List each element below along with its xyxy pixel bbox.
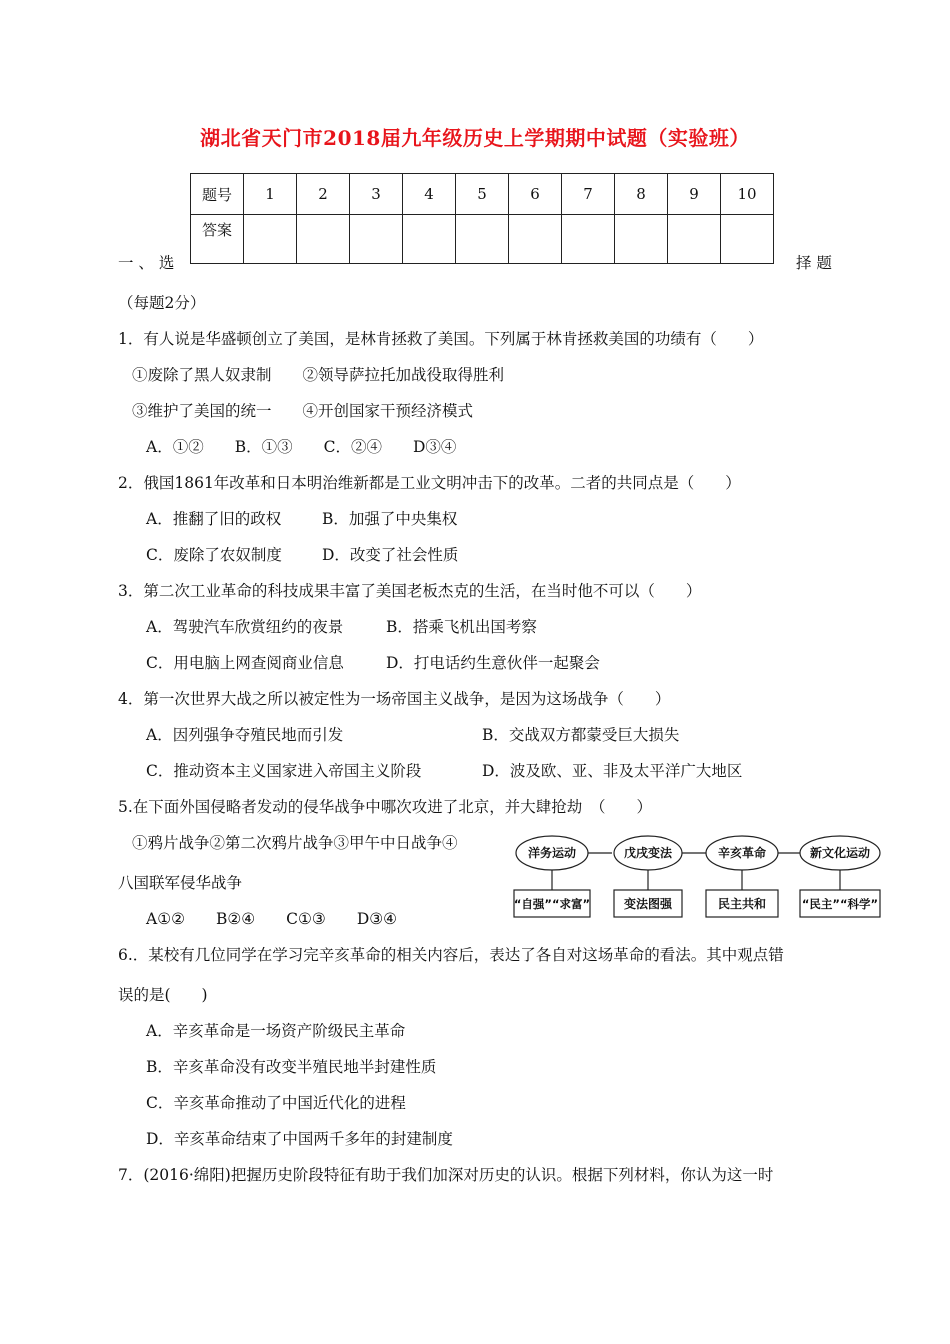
question-5-items: ①鸦片战争②第二次鸦片战争③甲午中日战争④: [132, 834, 458, 852]
question-number-cell: 1: [244, 174, 297, 215]
answer-table-header-label: 题号: [191, 174, 244, 215]
question-2-option-a: A．推翻了旧的政权: [146, 510, 282, 528]
answer-table-answer-label: 答案: [191, 215, 244, 264]
question-6-stem: 6.．某校有几位同学在学习完辛亥革命的相关内容后，表达了各自对这场革命的看法。其中观点错: [118, 946, 784, 964]
question-6-option-c: C．辛亥革命推动了中国近代化的进程: [146, 1094, 406, 1112]
question-6-option-d: D．辛亥革命结束了中国两千多年的封建制度: [146, 1130, 453, 1148]
question-5-options: A①② B②④ C①③ D③④: [146, 910, 398, 928]
flow-slogan-label: 变法图强: [623, 897, 673, 911]
answer-cell[interactable]: [562, 215, 615, 264]
question-1-items: ①废除了黑人奴隶制 ②领导萨拉托加战役取得胜利: [132, 366, 505, 384]
question-number-cell: 9: [668, 174, 721, 215]
answer-cell[interactable]: [668, 215, 721, 264]
question-3-option-b: B．搭乘飞机出国考察: [386, 618, 537, 636]
reform-flow-diagram: [512, 832, 882, 924]
flow-node-label: 洋务运动: [527, 846, 577, 860]
question-4-option-b: B．交战双方都蒙受巨大损失: [482, 726, 680, 744]
question-number-cell: 2: [297, 174, 350, 215]
answer-cell[interactable]: [244, 215, 297, 264]
question-number-cell: 3: [350, 174, 403, 215]
answer-cell[interactable]: [721, 215, 774, 264]
question-number-cell: 5: [456, 174, 509, 215]
flow-slogan-label: “自强”“求富”: [513, 897, 591, 911]
question-1-items: ③维护了美国的统一 ④开创国家干预经济模式: [132, 402, 474, 420]
question-6-option-b: B．辛亥革命没有改变半殖民地半封建性质: [146, 1058, 437, 1076]
answer-table: [190, 173, 774, 264]
flow-node-label: 新文化运动: [809, 846, 871, 860]
question-3-option-c: C．用电脑上网查阅商业信息: [146, 654, 344, 672]
question-2-option-d: D．改变了社会性质: [322, 546, 459, 564]
question-2-option-b: B．加强了中央集权: [322, 510, 458, 528]
section-heading-left: 一 、 选: [118, 254, 175, 272]
question-3-option-d: D．打电话约生意伙伴一起聚会: [386, 654, 600, 672]
question-7-stem: 7．(2016·绵阳)把握历史阶段特征有助于我们加深对历史的认识。根据下列材料，你认为这一时: [118, 1166, 774, 1184]
question-number-cell: 4: [403, 174, 456, 215]
question-6-stem: 误的是( ): [118, 986, 208, 1004]
question-5-items: 八国联军侵华战争: [118, 874, 243, 892]
question-6-option-a: A．辛亥革命是一场资产阶级民主革命: [146, 1022, 406, 1040]
question-5-stem: 5.在下面外国侵略者发动的侵华战争中哪次攻进了北京，并大肆抢劫 （ ）: [118, 798, 653, 816]
answer-cell[interactable]: [509, 215, 562, 264]
flow-node-label: 辛亥革命: [717, 846, 767, 860]
answer-cell[interactable]: [456, 215, 509, 264]
question-number-cell: 8: [615, 174, 668, 215]
flow-slogan-label: 民主共和: [717, 897, 767, 911]
question-2-option-c: C．废除了农奴制度: [146, 546, 282, 564]
answer-cell[interactable]: [297, 215, 350, 264]
question-2-stem: 2．俄国1861年改革和日本明治维新都是工业文明冲击下的改革。二者的共同点是（ ）: [118, 474, 741, 492]
question-3-option-a: A．驾驶汽车欣赏纽约的夜景: [146, 618, 344, 636]
answer-cell[interactable]: [350, 215, 403, 264]
question-number-cell: 6: [509, 174, 562, 215]
page-title: 湖北省天门市2018届九年级历史上学期期中试题（实验班）: [200, 126, 750, 150]
question-number-cell: 7: [562, 174, 615, 215]
flow-node-label: 戊戌变法: [623, 846, 673, 860]
question-4-option-a: A．因列强争夺殖民地而引发: [146, 726, 344, 744]
question-3-stem: 3．第二次工业革命的科技成果丰富了美国老板杰克的生活，在当时他不可以（ ）: [118, 582, 702, 600]
question-1-stem: 1．有人说是华盛顿创立了美国，是林肯拯救了美国。下列属于林肯拯救美国的功绩有（ ）: [118, 330, 764, 348]
question-number-cell: 10: [721, 174, 774, 215]
answer-cell[interactable]: [615, 215, 668, 264]
question-4-option-c: C．推动资本主义国家进入帝国主义阶段: [146, 762, 422, 780]
question-4-stem: 4．第一次世界大战之所以被定性为一场帝国主义战争，是因为这场战争（ ）: [118, 690, 671, 708]
flow-slogan-label: “民主”“科学”: [801, 897, 879, 911]
question-1-options: A．①② B．①③ C．②④ D③④: [146, 438, 457, 456]
section-score-note: （每题2分）: [118, 294, 206, 312]
question-4-option-d: D．波及欧、亚、非及太平洋广大地区: [482, 762, 743, 780]
section-heading-right: 择 题: [796, 254, 832, 272]
answer-cell[interactable]: [403, 215, 456, 264]
